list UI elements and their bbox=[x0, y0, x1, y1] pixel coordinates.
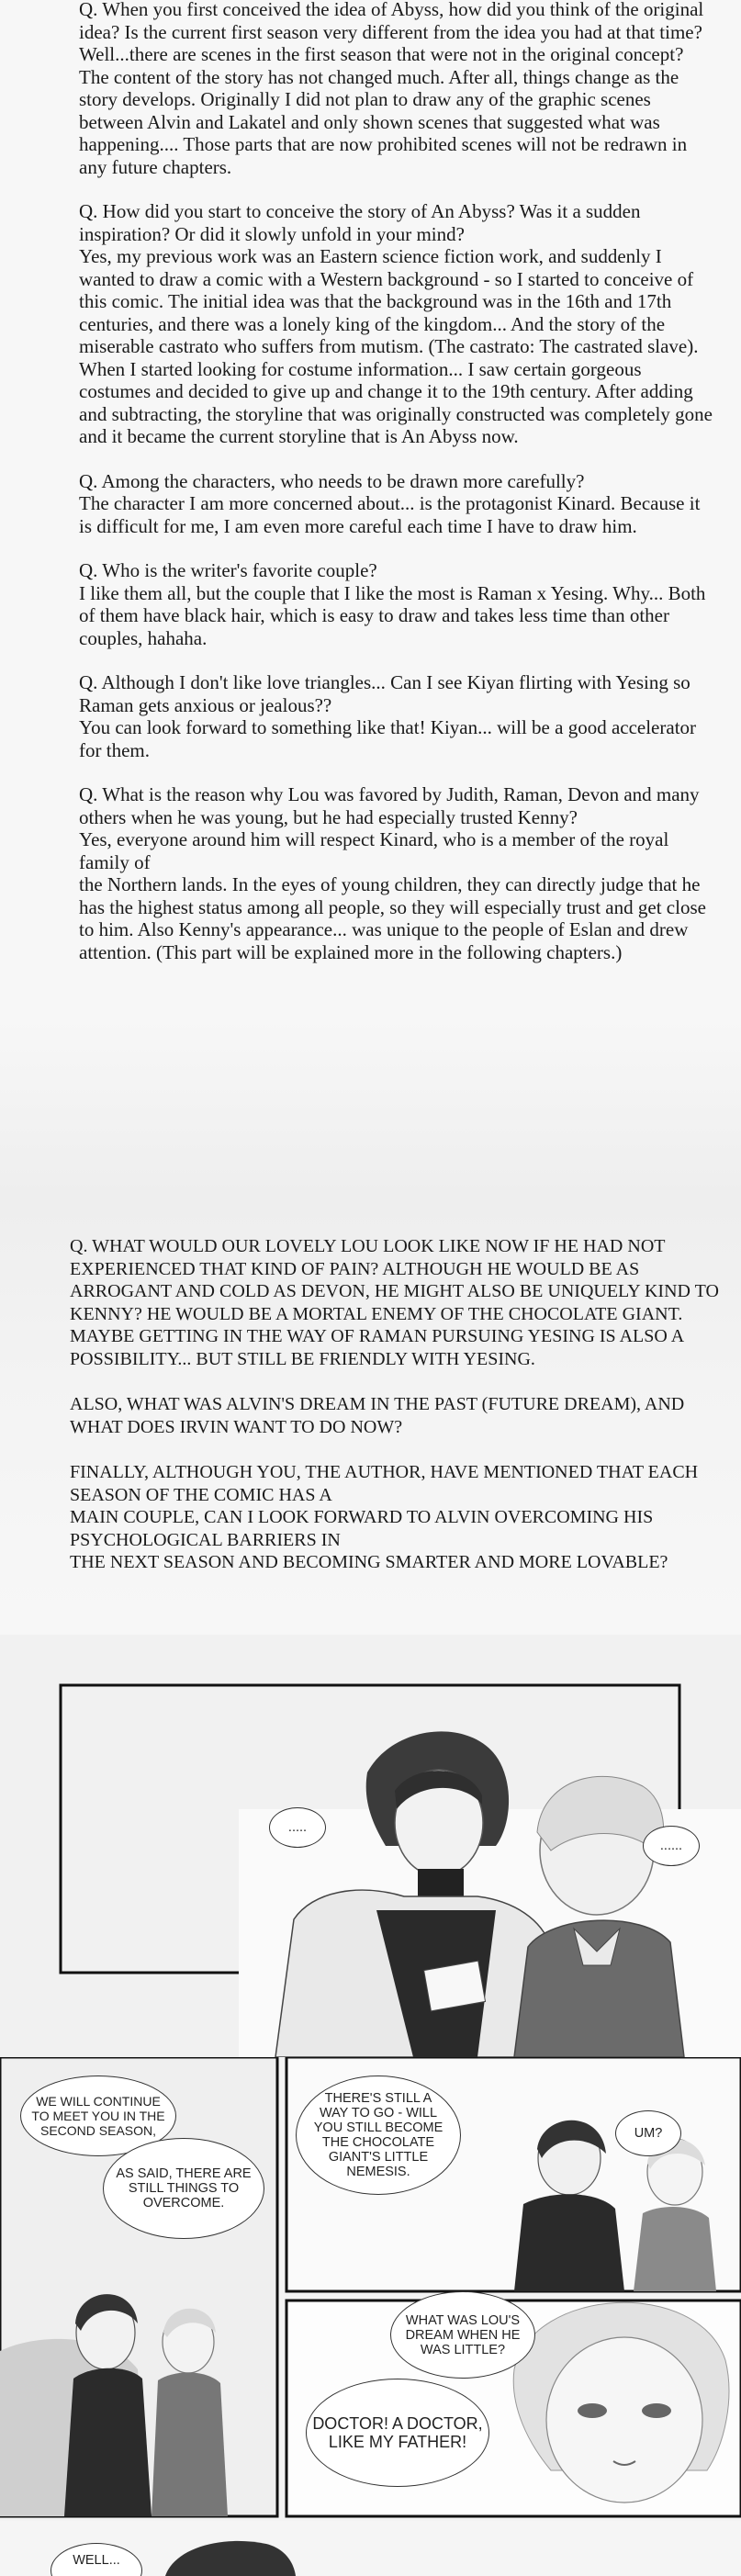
answer-1: Well...there are scenes in the first season that were not in the original concept? The content of the story has not changed much. After all, things change as the story develops. Originally I did not plan to draw any of the graphic scenes between Alvin and Lakatel and only shown scenes that suggested what was happening.... Those parts that are now prohibited scenes will not be redrawn in any future chapters. bbox=[79, 43, 688, 178]
comic-page-2 bbox=[0, 2057, 741, 2521]
answer-3: The character I am more concerned about... is the protagonist Kinard. Because it is difficult for me, I am even more careful each time I have to draw him. bbox=[79, 492, 701, 537]
speech-bubble-ellipsis-right: ...... bbox=[643, 1826, 700, 1866]
speech-bubble-nemesis: THERE'S STILL A WAY TO GO - WILL YOU STILL BECOME THE CHOCOLATE GIANT'S LITTLE NEMESIS. bbox=[296, 2075, 461, 2195]
question-3: Q. Among the characters, who needs to be drawn more carefully? bbox=[79, 469, 585, 492]
caps-question-1: Q. WHAT WOULD OUR LOVELY LOU LOOK LIKE NOW IF HE HAD NOT EXPERIENCED THAT KIND OF PAIN? ALTHOUGH HE WOULD BE AS ARROGANT AND COLD AS DEVON, HE MIGHT ALSO BE UNIQUELY KIND TO KENNY? HE WOULD BE A MORTAL ENEMY OF THE CHOCOLATE GIANT. MAYBE GETTING IN THE WAY OF RAMAN PURSUING YESING IS ALSO A POSSIBILITY... BUT STILL BE FRIENDLY WITH YESING. bbox=[70, 1236, 719, 1369]
speech-bubble-second-season: WE WILL CONTINUE TO MEET YOU IN THE SECOND SEASON, bbox=[20, 2075, 176, 2156]
question-1: Q. When you first conceived the idea of Abyss, how did you think of the original idea? Is the current first season very different from the idea you had at that time? bbox=[79, 0, 704, 43]
speech-bubble-doctor: DOCTOR! A DOCTOR, LIKE MY FATHER! bbox=[306, 2379, 489, 2487]
question-2: Q. How did you start to conceive the story of An Abyss? Was it a sudden inspiration? Or did it slowly unfold in your mind? bbox=[79, 200, 641, 245]
answer-4: I like them all, but the couple that I like the most is Raman x Yesing. Why... Both of them have black hair, which is easy to draw and takes less time than other couples, hahaha. bbox=[79, 581, 706, 649]
answer-6: Yes, everyone around him will respect Kinard, who is a member of the royal family of bbox=[79, 828, 669, 873]
answer-5: You can look forward to something like that! Kiyan... will be a good accelerator for them. bbox=[79, 716, 697, 761]
speech-bubble-lou-dream: WHAT WAS LOU'S DREAM WHEN HE WAS LITTLE? bbox=[390, 2291, 535, 2379]
comic-panel-1 bbox=[0, 1635, 741, 2057]
caps-question-5: THE NEXT SEASON AND BECOMING SMARTER AND MORE LOVABLE? bbox=[70, 1552, 668, 1572]
answer-2: Yes, my previous work was an Eastern science fiction work, and suddenly I wanted to draw a comic with a Western background - so I started to conceive of this comic. The initial idea was that the background was in the 16th and 17th centuries, and there was a lonely king of the kingdom... And the story of the miserable castrato who suffers from mutism. (The castrato: The castrated slave). When I started looking for costume information... I saw certain gorgeous costumes and decided to give up and change it to the 19th century. After adding and subtracting, the storyline that was originally constructed was completely gone and it became the current storyline that is An Abyss now. bbox=[79, 245, 713, 447]
caps-question-2: ALSO, WHAT WAS ALVIN'S DREAM IN THE PAST (FUTURE DREAM), AND WHAT DOES IRVIN WANT TO DO NOW? bbox=[70, 1394, 685, 1437]
speech-bubble-ellipsis-left: ..... bbox=[269, 1807, 326, 1848]
speech-bubble-well: WELL... bbox=[51, 2543, 142, 2576]
reader-question bbox=[70, 1235, 722, 1574]
speech-bubble-um: UM? bbox=[615, 2110, 681, 2156]
speech-bubble-overcome: AS SAID, THERE ARE STILL THINGS TO OVERCOME. bbox=[103, 2138, 264, 2239]
caps-question-4: MAIN COUPLE, CAN I LOOK FORWARD TO ALVIN OVERCOMING HIS PSYCHOLOGICAL BARRIERS IN bbox=[70, 1507, 654, 1550]
question-4: Q. Who is the writer's favorite couple? bbox=[79, 559, 377, 581]
comic-panel-5 bbox=[0, 2521, 741, 2576]
caps-question-3: FINALLY, ALTHOUGH YOU, THE AUTHOR, HAVE MENTIONED THAT EACH SEASON OF THE COMIC HAS A bbox=[70, 1462, 699, 1505]
interview-text bbox=[79, 0, 713, 963]
question-6: Q. What is the reason why Lou was favored by Judith, Raman, Devon and many others when he was young, but he had especially trusted Kenny? bbox=[79, 783, 700, 828]
question-5: Q. Although I don't like love triangles... Can I see Kiyan flirting with Yesing so Raman gets anxious or jealous?? bbox=[79, 671, 690, 716]
panel-1-art bbox=[0, 1635, 741, 2057]
answer-6-continued: the Northern lands. In the eyes of young children, they can directly judge that he has the highest status among all people, so they will especially trust and get close to him. Also Kenny's appearance... was unique to the people of Eslan and drew attention. (This part will be explained more in the following chapters.) bbox=[79, 873, 706, 963]
